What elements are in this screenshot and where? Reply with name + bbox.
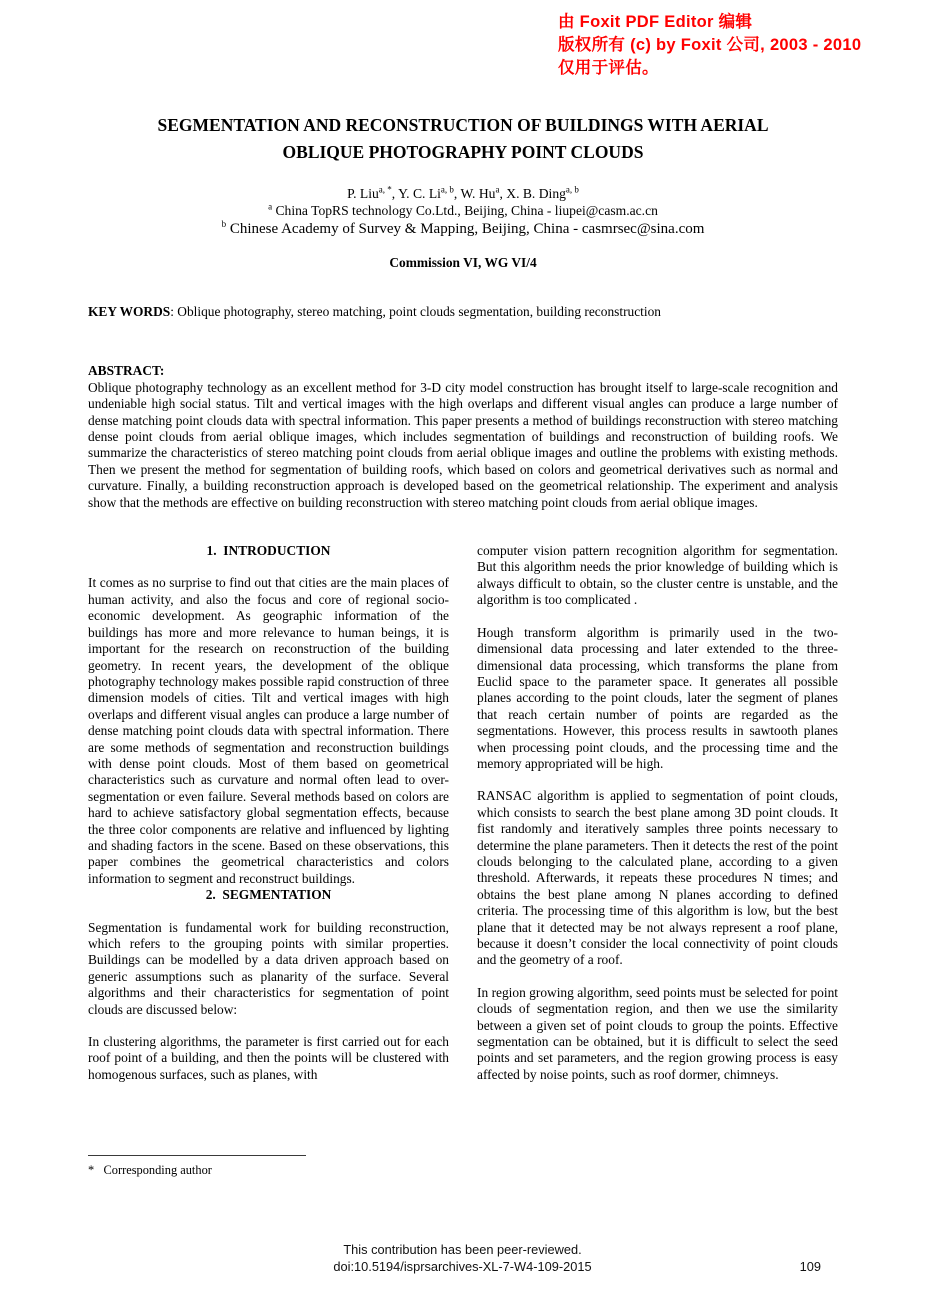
right-column xyxy=(477,543,838,1083)
author-affiliation-mark: a, b xyxy=(565,184,579,195)
region-growing-paragraph: In region growing algorithm, seed points must be selected for point clouds of segmentation region, and then we use the similarity between a given set of point clouds to group the points. Effective segmentation can be obtained, but it is difficult to select the seed points and set parameters, and the region growing process is easy affected by noise points, such as roof dormer, chimneys. xyxy=(477,984,838,1082)
footnote xyxy=(88,1155,306,1178)
author-affiliation-mark: a, b xyxy=(440,184,454,195)
author-name: , Y. C. Li xyxy=(391,186,441,201)
abstract-heading: ABSTRACT: xyxy=(88,363,165,379)
affiliation-a-text: China TopRS technology Co.Ltd., Beijing, China - liupei@casm.ac.cn xyxy=(272,203,658,218)
affiliation-b xyxy=(88,220,838,238)
footnote-rule xyxy=(88,1155,306,1156)
author-name: , W. Hu xyxy=(453,186,496,201)
title-line-2: OBLIQUE PHOTOGRAPHY POINT CLOUDS xyxy=(282,142,644,162)
corresponding-author-note: * Corresponding author xyxy=(88,1163,212,1177)
two-column-body xyxy=(88,543,838,1083)
hough-transform-paragraph: Hough transform algorithm is primarily used in the two-dimensional data processing and later extended to the three-dimensional data processing, which transforms the plane from Euclid space to the parameter space. It generates all possible planes according to the point clouds, later the segment of planes that reach certain number of points are regarded as the segmentations. However, this process results in sawtooth planes when processing point clouds, and the processing time and the memory appropriated will be high. xyxy=(477,624,838,771)
section-1-heading: 1. INTRODUCTION xyxy=(206,543,331,559)
keywords-label: KEY WORDS xyxy=(88,304,171,319)
ransac-paragraph: RANSAC algorithm is applied to segmentation of point clouds, which consists to search the best plane among 3D point clouds. It fist randomly and iteratively samples three points necessary to determine the plane parameters. Then it detects the rest of the point clouds belonging to the calculated plane, according to a given threshold. Afterwards, it repeats these procedures N times; and obtains the best plane among N planes according to defined criteria. The processing time of this algorithm is low, but the best plane that it detected may be not always represent a roof plane, because it doesn’t consider the local connectivity of point clouds and the geometry of a roof. xyxy=(477,788,838,968)
peer-review-note: This contribution has been peer-reviewed. xyxy=(343,1242,582,1257)
clustering-paragraph: computer vision pattern recognition algorithm for segmentation. But this algorithm needs the prior knowledge of building which is always difficult to obtain, so the cluster centre is unstable, and the algorithm is too complicated . xyxy=(477,543,838,608)
doi-line: doi:10.5194/isprsarchives-XL-7-W4-109-2015 xyxy=(333,1258,592,1274)
page-number: 109 xyxy=(799,1259,821,1274)
keywords-line xyxy=(88,304,838,320)
page-content xyxy=(88,0,838,1083)
title-line-1: SEGMENTATION AND RECONSTRUCTION OF BUILDINGS WITH AERIAL xyxy=(157,115,769,135)
introduction-paragraph: It comes as no surprise to find out that cities are the main places of human activity, and also the focus and core of regional socio-economic development. As geographic information of the buildings has more and more relevance to human beings, it is important for the research on reconstruction of the building geometry. In recent years, the development of the oblique photography technology makes possible rapid construction of three dimension models of cities. Tilt and vertical images with high overlaps and different visual angles can produce a large number of dense matching point clouds data with spectral information. There are some methods of segmentation and reconstruction buildings with dense point clouds. Most of them based on geometrical characteristics such as curvature and normal often lead to over-segmentation or even failure. Several methods based on colors are hard to achieve satisfactory global segmentation effects, because the three color components are relative and influenced by lighting and shading factors in the scene. Based on these observations, this paper combines the geometrical characteristics and colors information to segment and reconstruct buildings. xyxy=(88,575,449,886)
author-name: P. Liu xyxy=(347,186,379,201)
affiliation-b-text: Chinese Academy of Survey & Mapping, Beijing, China - casmrsec@sina.com xyxy=(226,221,705,237)
watermark-line-3: 仅用于评估。 xyxy=(558,59,659,77)
section-2-heading: 2. SEGMENTATION xyxy=(205,887,332,903)
paper-title xyxy=(88,112,838,166)
left-column xyxy=(88,543,449,1083)
affiliation-a-mark: a xyxy=(268,201,273,212)
author-affiliation-mark: a, * xyxy=(378,184,392,195)
segmentation-paragraph-1: Segmentation is fundamental work for building reconstruction, which refers to the grouping points with similar properties. Buildings can be modelled by a data driven approach based on generic assumptions such as planarity of the surface. Several algorithms and their characteristics for segmentation of point clouds are discussed below: xyxy=(88,919,449,1017)
segmentation-paragraph-2: In clustering algorithms, the parameter is first carried out for each roof point of a building, and then the points will be clustered with homogenous surfaces, such as planes, with xyxy=(88,1034,449,1082)
watermark-line-2: 版权所有 (c) by Foxit 公司, 2003 - 2010 xyxy=(558,36,862,54)
author-name: , X. B. Ding xyxy=(499,186,566,201)
page-footer xyxy=(0,1242,925,1275)
affiliation-a xyxy=(88,202,838,220)
author-affiliation-mark: a xyxy=(495,184,500,195)
commission-line: Commission VI, WG VI/4 xyxy=(389,255,537,270)
watermark-line-1: 由 Foxit PDF Editor 编辑 xyxy=(558,13,753,31)
keywords-text: : Oblique photography, stereo matching, point clouds segmentation, building reconstruction xyxy=(170,304,662,319)
affiliation-b-mark: b xyxy=(221,219,227,229)
abstract-paragraph: Oblique photography technology as an excellent method for 3-D city model construction has brought itself to large-scale recognition and undeniable high social status. Tilt and vertical images with the high overlaps and different visual angles can produce a large number of dense matching point clouds data with spectral information. This paper presents a method of buildings reconstruction with stereo matching dense point clouds from aerial oblique images, which includes segmentation of buildings and reconstruction of building roofs. We summarize the characteristics of stereo matching point clouds from aerial oblique images and outline the problems with existing methods. Then we present the method for segmentation of building roofs, which based on colors and geometrical derivatives such as normal and curvature. Finally, a building reconstruction approach is developed based on the geometrical relationship. The experiment and analysis show that the methods are effective on building reconstruction with stereo matching point clouds from aerial oblique images. xyxy=(88,379,838,510)
authors-line xyxy=(88,185,838,202)
